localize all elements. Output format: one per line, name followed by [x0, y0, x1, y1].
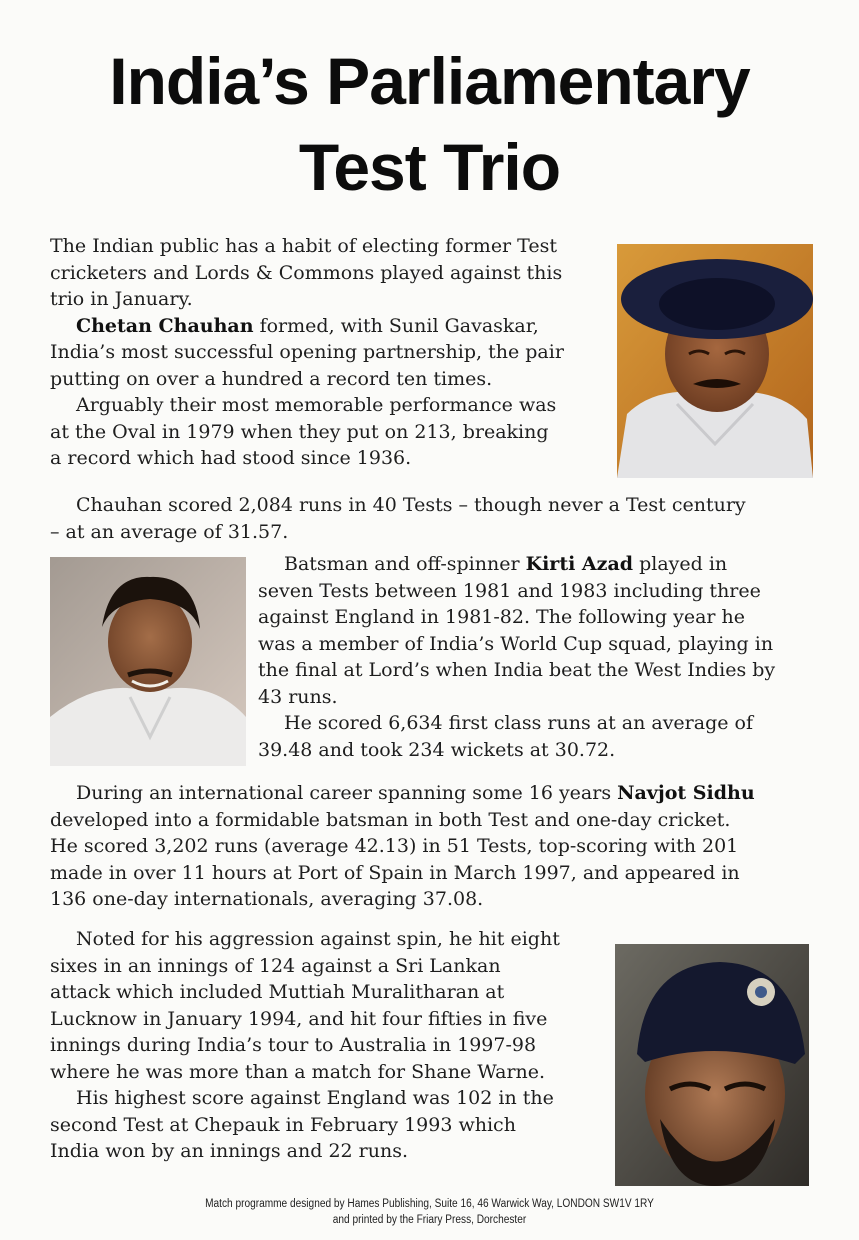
- footer-line-2: and printed by the Friary Press, Dorchester: [332, 1214, 527, 1226]
- sidhu-p2-line: innings during India’s tour to Australia in 1997-98: [50, 1034, 537, 1056]
- chauhan-section: [50, 233, 610, 472]
- sidhu-p2-line: sixes in an innings of 124 against a Sri Lankan: [50, 954, 501, 977]
- chauhan-p1-line: putting on over a hundred a record ten times.: [50, 367, 493, 390]
- chauhan-name: Chetan Chauhan: [76, 314, 254, 337]
- sidhu-p3-line: India won by an innings and 22 runs.: [50, 1140, 409, 1162]
- sidhu-p3-line: second Test at Chepauk in February 1993 which: [50, 1113, 516, 1136]
- sidhu-p1-line: 136 one-day internationals, averaging 37.08.: [50, 888, 484, 910]
- chetan-chauhan-photo: [617, 244, 813, 478]
- footer-line-1: Match programme designed by Hames Publishing, Suite 16, 46 Warwick Way, LONDON SW1V 1RY: [205, 1198, 654, 1210]
- azad-section: [258, 551, 818, 763]
- page-title: [0, 38, 859, 210]
- sidhu-p3-line: His highest score against England was 102 in the: [76, 1087, 554, 1109]
- sidhu-p1-line: developed into a formidable batsman in both Test and one-day cricket.: [50, 808, 731, 831]
- chauhan-stats: [50, 492, 820, 545]
- azad-p1-line: against England in 1981-82. The following year he: [258, 606, 745, 628]
- navjot-sidhu-photo: [615, 944, 809, 1186]
- azad-p1-line: seven Tests between 1981 and 1983 including three: [258, 579, 761, 602]
- kirti-azad-name: Kirti Azad: [525, 553, 634, 575]
- intro-line: trio in January.: [50, 288, 193, 310]
- chauhan-p1-line: India’s most successful opening partnership, the pair: [50, 341, 564, 363]
- sidhu-section-2: [50, 926, 610, 1165]
- sidhu-p1-line: made in over 11 hours at Port of Spain in March 1997, and appeared in: [50, 861, 740, 884]
- chauhan-p2-line: Arguably their most memorable performance was: [76, 394, 557, 416]
- azad-p1-line: the final at Lord’s when India beat the West Indies by: [258, 659, 776, 681]
- footer: [52, 1196, 808, 1228]
- intro-line: cricketers and Lords & Commons played against this: [50, 261, 563, 284]
- azad-p1-pre: Batsman and off-spinner: [284, 553, 526, 575]
- chauhan-p3-line: – at an average of 31.57.: [50, 520, 289, 543]
- azad-p2-line: 39.48 and took 234 wickets at 30.72.: [258, 738, 616, 761]
- chauhan-p1-line: formed, with Sunil Gavaskar,: [253, 314, 539, 337]
- chauhan-p2-line: at the Oval in 1979 when they put on 213, breaking: [50, 420, 549, 443]
- title-line-2: Test Trio: [298, 130, 561, 204]
- intro-line: The Indian public has a habit of electing former Test: [50, 235, 558, 257]
- sidhu-p2-line: Noted for his aggression against spin, he hit eight: [76, 928, 560, 950]
- kirti-azad-photo: [50, 557, 246, 766]
- sidhu-section: [50, 780, 825, 913]
- sidhu-p1-pre: During an international career spanning some 16 years: [76, 782, 618, 804]
- azad-p2-line: He scored 6,634 first class runs at an average of: [284, 712, 753, 734]
- sidhu-p2-line: where he was more than a match for Shane Warne.: [50, 1060, 546, 1083]
- azad-p1-post: played in: [633, 553, 728, 575]
- sidhu-p2-line: Lucknow in January 1994, and hit four fifties in five: [50, 1007, 548, 1030]
- azad-p1-line: was a member of India’s World Cup squad, playing in: [258, 632, 774, 655]
- title-line-1: India’s Parliamentary: [109, 44, 750, 118]
- chauhan-p3-line: Chauhan scored 2,084 runs in 40 Tests – though never a Test century: [76, 494, 746, 516]
- navjot-sidhu-name: Navjot Sidhu: [617, 782, 755, 804]
- sidhu-p1-line: He scored 3,202 runs (average 42.13) in 51 Tests, top-scoring with 201: [50, 835, 739, 857]
- azad-p1-line: 43 runs.: [258, 685, 338, 708]
- sidhu-p2-line: attack which included Muttiah Muralitharan at: [50, 981, 505, 1003]
- chauhan-p2-line: a record which had stood since 1936.: [50, 447, 412, 469]
